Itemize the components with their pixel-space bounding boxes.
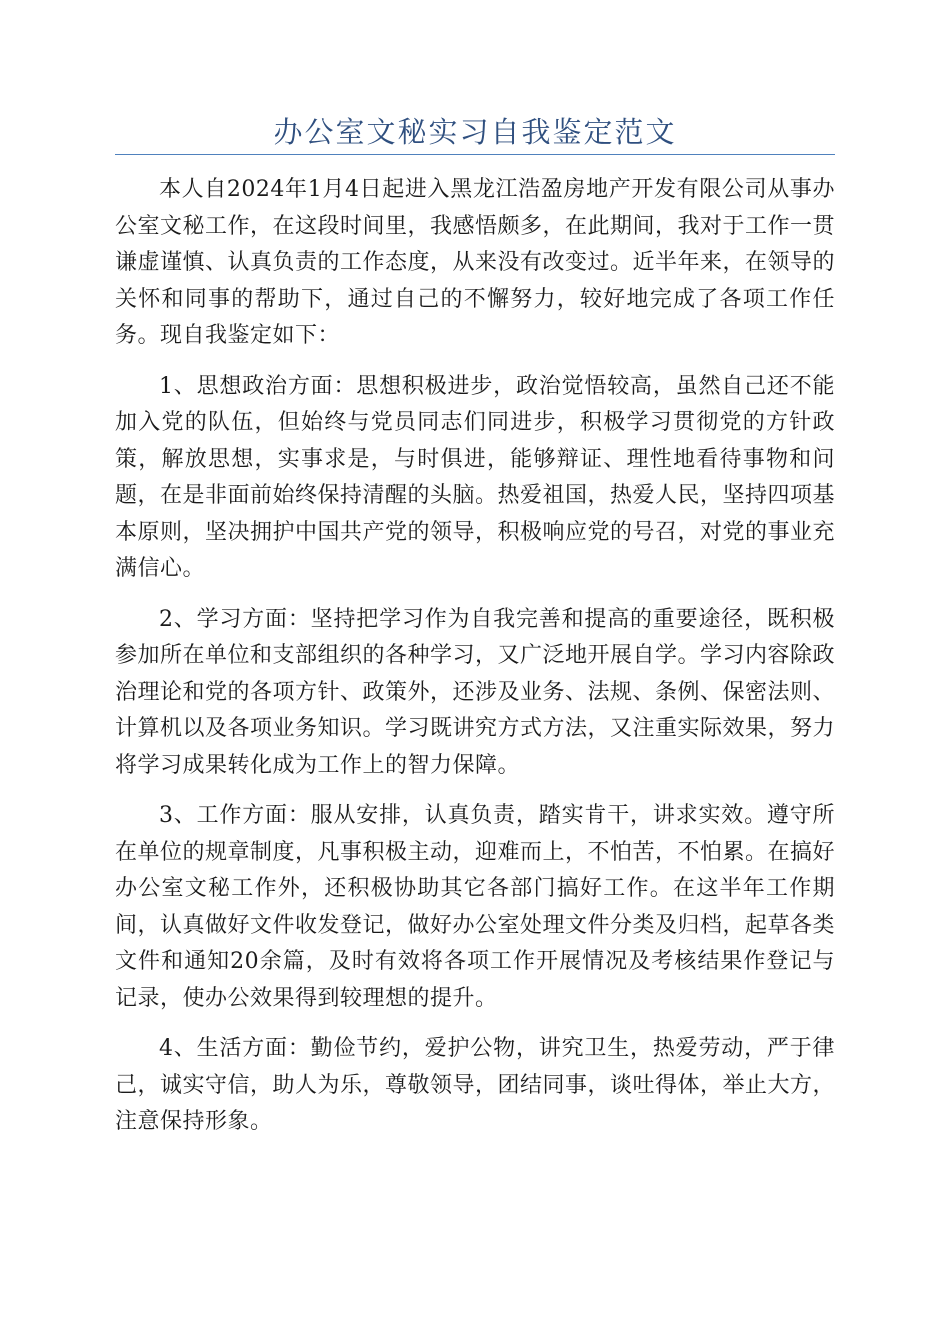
paragraph-study: 2、学习方面：坚持把学习作为自我完善和提高的重要途径，既积极参加所在单位和支部组织的各种学习，又广泛地开展自学。学习内容除政治理论和党的各项方针、政策外，还涉及业务、法规、条例、保密法则、计算机以及各项业务知识。学习既讲究方式方法，又注重实际效果，努力将学习成果转化成为工作上的智力保障。 bbox=[115, 606, 836, 778]
paragraph-life: 4、生活方面：勤俭节约，爱护公物，讲究卫生，热爱劳动，严于律己，诚实守信，助人为乐，尊敬领导，团结同事，谈吐得体，举止大方，注意保持形象。 bbox=[115, 1036, 836, 1134]
document-title: 办公室文秘实习自我鉴定范文 bbox=[273, 115, 677, 149]
paragraph-political: 1、思想政治方面：思想积极进步，政治觉悟较高，虽然自己还不能加入党的队伍，但始终与党员同志们同进步，积极学习贯彻党的方针政策，解放思想，实事求是，与时俱进，能够辩证、理性地看待事物和问题，在是非面前始终保持清醒的头脑。热爱祖国，热爱人民，坚持四项基本原则，坚决拥护中国共产党的领导，积极响应党的号召，对党的事业充满信心。 bbox=[115, 373, 836, 581]
document-body bbox=[115, 172, 835, 1155]
title-underline bbox=[115, 154, 835, 155]
paragraph-work: 3、工作方面：服从安排，认真负责，踏实肯干，讲求实效。遵守所在单位的规章制度，凡事积极主动，迎难而上，不怕苦，不怕累。在搞好办公室文秘工作外，还积极协助其它各部门搞好工作。在这半年工作期间，认真做好文件收发登记，做好办公室处理文件分类及归档，起草各类文件和通知20余篇，及时有效将各项工作开展情况及考核结果作登记与记录，使办公效果得到较理想的提升。 bbox=[115, 803, 836, 1011]
paragraph-intro: 本人自2024年1月4日起进入黑龙江浩盈房地产开发有限公司从事办公室文秘工作，在这段时间里，我感悟颇多，在此期间，我对于工作一贯谦虚谨慎、认真负责的工作态度，从来没有改变过。近半年来，在领导的关怀和同事的帮助下，通过自己的不懈努力，较好地完成了各项工作任务。现自我鉴定如下： bbox=[115, 177, 836, 348]
